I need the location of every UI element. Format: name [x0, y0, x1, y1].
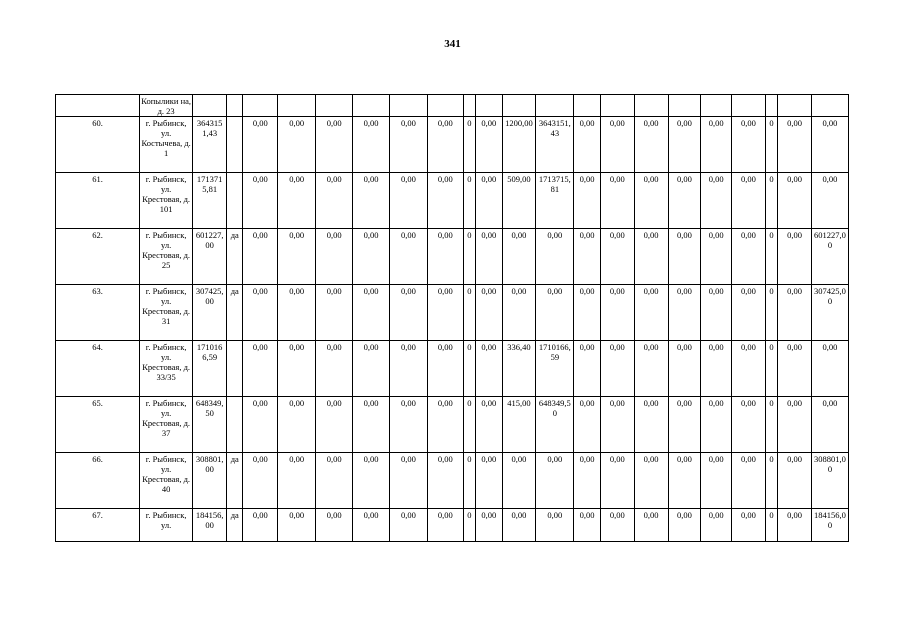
cell-c6: 0,00 [427, 229, 463, 285]
cell-num: 65. [56, 397, 140, 453]
cell-c6: 0,00 [427, 509, 463, 542]
cell-c1: 0,00 [243, 509, 278, 542]
cell-c10: 3643151,43 [536, 117, 574, 173]
cell-c15: 0,00 [701, 397, 732, 453]
cell-c8: 0,00 [475, 341, 502, 397]
cell-c1: 0,00 [243, 397, 278, 453]
cell-c2: 0,00 [278, 509, 316, 542]
table-row [56, 509, 849, 542]
cell-c15: 0,00 [701, 453, 732, 509]
cell-c11: 0,00 [574, 229, 601, 285]
cell-address: г. Рыбинск, ул. Крестовая, д. 37 [140, 397, 193, 453]
cell-total: 3643151,43 [193, 117, 227, 173]
cell-c5: 0,00 [389, 341, 427, 397]
cell-c11: 0,00 [574, 117, 601, 173]
cell-num: 60. [56, 117, 140, 173]
cell-c14: 0,00 [668, 509, 701, 542]
cell-c3: 0,00 [316, 509, 353, 542]
cell-flag [227, 397, 243, 453]
cell-c16: 0,00 [732, 509, 766, 542]
cell-c11: 0,00 [574, 453, 601, 509]
cell-c14: 0,00 [668, 285, 701, 341]
cell-c3: 0,00 [316, 285, 353, 341]
cell-c11: 0,00 [574, 341, 601, 397]
cell-c3: 0,00 [316, 397, 353, 453]
cell-c17: 0 [765, 173, 777, 229]
cell-flag: да [227, 229, 243, 285]
cell-address: г. Рыбинск, ул. [140, 509, 193, 542]
cell-c5: 0,00 [389, 285, 427, 341]
cell-c10: 648349,50 [536, 397, 574, 453]
cell-total: 1710166,59 [193, 341, 227, 397]
cell-c8: 0,00 [475, 509, 502, 542]
cell-c8: 0,00 [475, 453, 502, 509]
cell-c17: 0 [765, 397, 777, 453]
cell-total: 601227,00 [193, 229, 227, 285]
cell-c13: 0,00 [634, 397, 668, 453]
cell-flag [227, 117, 243, 173]
cell-c7: 0 [463, 509, 475, 542]
cell-c13: 0,00 [634, 453, 668, 509]
cell-c10: 0,00 [536, 453, 574, 509]
cell-c17: 0 [765, 453, 777, 509]
cell-address: Копылики на, д. 23 [141, 96, 192, 116]
cell-c4: 0,00 [353, 229, 390, 285]
cell-c2: 0,00 [278, 117, 316, 173]
cell-c2: 0,00 [278, 397, 316, 453]
cell-address: г. Рыбинск, ул. Крестовая, д. 33/35 [140, 341, 193, 397]
cell-c13: 0,00 [634, 229, 668, 285]
cell-c14: 0,00 [668, 229, 701, 285]
cell-total: 1713715,81 [193, 173, 227, 229]
cell-c4: 0,00 [353, 285, 390, 341]
cell-c9: 415,00 [502, 397, 536, 453]
cell-c4: 0,00 [353, 397, 390, 453]
cell-c6: 0,00 [427, 397, 463, 453]
cell-c12: 0,00 [600, 173, 634, 229]
cell-total: 308801,00 [193, 453, 227, 509]
cell-c13: 0,00 [634, 173, 668, 229]
cell-num: 63. [56, 285, 140, 341]
cell-c15: 0,00 [701, 229, 732, 285]
cell-c14: 0,00 [668, 341, 701, 397]
cell-c5: 0,00 [389, 453, 427, 509]
cell-c7: 0 [463, 117, 475, 173]
cell-c2: 0,00 [278, 285, 316, 341]
cell-c4: 0,00 [353, 509, 390, 542]
cell-c12: 0,00 [600, 229, 634, 285]
cell-c11: 0,00 [574, 285, 601, 341]
cell-c1: 0,00 [243, 453, 278, 509]
cell-c13: 0,00 [634, 285, 668, 341]
cell-c6: 0,00 [427, 117, 463, 173]
cell-address: г. Рыбинск, ул. Крестовая, д. 40 [140, 453, 193, 509]
cell-c4: 0,00 [353, 341, 390, 397]
cell-c17: 0 [765, 285, 777, 341]
cell-c14: 0,00 [668, 173, 701, 229]
cell-c6: 0,00 [427, 173, 463, 229]
cell-c11: 0,00 [574, 173, 601, 229]
cell-c1: 0,00 [243, 341, 278, 397]
cell-c16: 0,00 [732, 173, 766, 229]
cell-c16: 0,00 [732, 453, 766, 509]
cell-c9: 0,00 [502, 453, 536, 509]
cell-c9: 0,00 [502, 229, 536, 285]
cell-c2: 0,00 [278, 453, 316, 509]
cell-num: 66. [56, 453, 140, 509]
cell-c3: 0,00 [316, 173, 353, 229]
cell-c4: 0,00 [353, 117, 390, 173]
cell-c2: 0,00 [278, 173, 316, 229]
table-row [56, 453, 849, 509]
cell-c17: 0 [765, 117, 777, 173]
cell-num: 61. [56, 173, 140, 229]
cell-c13: 0,00 [634, 341, 668, 397]
cell-c18: 0,00 [778, 509, 812, 542]
cell-c11: 0,00 [574, 509, 601, 542]
cell-total: 184156,00 [193, 509, 227, 542]
cell-c10: 1710166,59 [536, 341, 574, 397]
cell-c15: 0,00 [701, 341, 732, 397]
cell-c6: 0,00 [427, 453, 463, 509]
cell-flag: да [227, 453, 243, 509]
cell-c16: 0,00 [732, 397, 766, 453]
cell-c19: 601227,00 [811, 229, 848, 285]
cell-c3: 0,00 [316, 117, 353, 173]
cell-c1: 0,00 [243, 173, 278, 229]
cell-c2: 0,00 [278, 341, 316, 397]
cell-flag [227, 173, 243, 229]
table-row [56, 341, 849, 397]
table-row [56, 173, 849, 229]
cell-c8: 0,00 [475, 285, 502, 341]
cell-c12: 0,00 [600, 285, 634, 341]
cell-c8: 0,00 [475, 173, 502, 229]
cell-c17: 0 [765, 509, 777, 542]
cell-c15: 0,00 [701, 173, 732, 229]
cell-c19: 0,00 [811, 341, 848, 397]
cell-c18: 0,00 [778, 285, 812, 341]
table-row [56, 229, 849, 285]
cell-c16: 0,00 [732, 285, 766, 341]
cell-c18: 0,00 [778, 117, 812, 173]
cell-c8: 0,00 [475, 229, 502, 285]
cell-c15: 0,00 [701, 117, 732, 173]
cell-c8: 0,00 [475, 397, 502, 453]
cell-flag: да [227, 509, 243, 542]
cell-total: 307425,00 [193, 285, 227, 341]
cell-c12: 0,00 [600, 341, 634, 397]
cell-c10: 0,00 [536, 509, 574, 542]
cell-address: г. Рыбинск, ул. Крестовая, д. 101 [140, 173, 193, 229]
cell-c18: 0,00 [778, 341, 812, 397]
cell-c9: 336,40 [502, 341, 536, 397]
cell-c7: 0 [463, 229, 475, 285]
cell-num: 67. [56, 509, 140, 542]
cell-c13: 0,00 [634, 117, 668, 173]
cell-c19: 308801,00 [811, 453, 848, 509]
cell-c19: 0,00 [811, 397, 848, 453]
cell-c14: 0,00 [668, 117, 701, 173]
cell-c5: 0,00 [389, 117, 427, 173]
cell-c17: 0 [765, 341, 777, 397]
cell-c14: 0,00 [668, 453, 701, 509]
cell-c7: 0 [463, 173, 475, 229]
cell-c3: 0,00 [316, 229, 353, 285]
cell-c9: 509,00 [502, 173, 536, 229]
cell-c7: 0 [463, 341, 475, 397]
cell-address: г. Рыбинск, ул. Костычева, д. 1 [140, 117, 193, 173]
cell-num [56, 95, 140, 117]
cell-c19: 0,00 [811, 117, 848, 173]
cell-c12: 0,00 [600, 453, 634, 509]
cell-c10: 0,00 [536, 285, 574, 341]
table-row-continuation [56, 95, 849, 117]
cell-c10: 0,00 [536, 229, 574, 285]
cell-c17: 0 [765, 229, 777, 285]
table-row [56, 117, 849, 173]
cell-c5: 0,00 [389, 509, 427, 542]
cell-c15: 0,00 [701, 285, 732, 341]
cell-c4: 0,00 [353, 453, 390, 509]
cell-c9: 0,00 [502, 509, 536, 542]
cell-address: г. Рыбинск, ул. Крестовая, д. 31 [140, 285, 193, 341]
cell-flag: да [227, 285, 243, 341]
cell-c3: 0,00 [316, 341, 353, 397]
cell-c5: 0,00 [389, 229, 427, 285]
cell-c6: 0,00 [427, 341, 463, 397]
cell-flag [227, 341, 243, 397]
cell-c7: 0 [463, 397, 475, 453]
cell-c16: 0,00 [732, 229, 766, 285]
cell-c18: 0,00 [778, 173, 812, 229]
cell-num: 64. [56, 341, 140, 397]
cell-c7: 0 [463, 285, 475, 341]
cell-c2: 0,00 [278, 229, 316, 285]
cell-c1: 0,00 [243, 285, 278, 341]
cell-c18: 0,00 [778, 453, 812, 509]
cell-c5: 0,00 [389, 173, 427, 229]
cell-c10: 1713715,81 [536, 173, 574, 229]
cell-c13: 0,00 [634, 509, 668, 542]
cell-c19: 0,00 [811, 173, 848, 229]
cell-c1: 0,00 [243, 229, 278, 285]
cell-c16: 0,00 [732, 117, 766, 173]
cell-address: г. Рыбинск, ул. Крестовая, д. 25 [140, 229, 193, 285]
cell-c19: 184156,00 [811, 509, 848, 542]
cell-c9: 0,00 [502, 285, 536, 341]
cell-c9: 1200,00 [502, 117, 536, 173]
cell-c12: 0,00 [600, 117, 634, 173]
cell-c12: 0,00 [600, 509, 634, 542]
cell-c16: 0,00 [732, 341, 766, 397]
table-row [56, 285, 849, 341]
cell-c14: 0,00 [668, 397, 701, 453]
page-number: 341 [444, 38, 461, 50]
table-row [56, 397, 849, 453]
cell-c12: 0,00 [600, 397, 634, 453]
cell-c6: 0,00 [427, 285, 463, 341]
repair-register-table [55, 94, 849, 542]
cell-c5: 0,00 [389, 397, 427, 453]
cell-c11: 0,00 [574, 397, 601, 453]
cell-c1: 0,00 [243, 117, 278, 173]
cell-c8: 0,00 [475, 117, 502, 173]
cell-num: 62. [56, 229, 140, 285]
cell-c18: 0,00 [778, 229, 812, 285]
cell-total: 648349,50 [193, 397, 227, 453]
cell-c7: 0 [463, 453, 475, 509]
cell-c4: 0,00 [353, 173, 390, 229]
cell-c3: 0,00 [316, 453, 353, 509]
cell-c15: 0,00 [701, 509, 732, 542]
cell-c18: 0,00 [778, 397, 812, 453]
cell-c19: 307425,00 [811, 285, 848, 341]
